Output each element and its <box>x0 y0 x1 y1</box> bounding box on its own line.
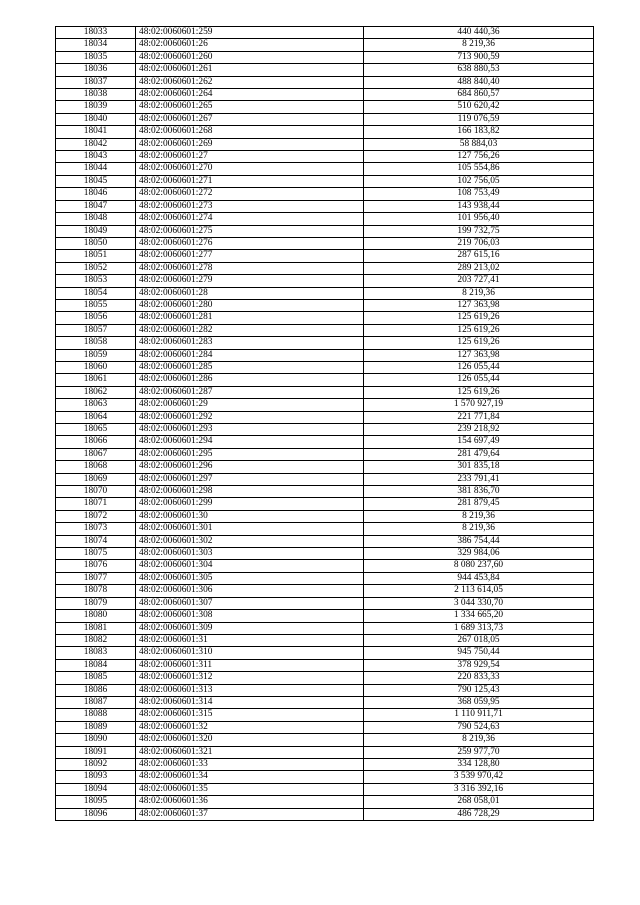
table-row <box>56 113 594 125</box>
cadastral-number-cell: 48:02:0060601:311 <box>136 659 364 671</box>
row-number-cell: 18068 <box>56 461 136 473</box>
cadastral-number-cell: 48:02:0060601:285 <box>136 361 364 373</box>
row-number-cell: 18092 <box>56 758 136 770</box>
cadastral-value-cell: 143 938,44 <box>364 200 594 212</box>
row-number-cell: 18074 <box>56 535 136 547</box>
table-row <box>56 361 594 373</box>
table-row <box>56 796 594 808</box>
cadastral-number-cell: 48:02:0060601:315 <box>136 709 364 721</box>
table-row <box>56 610 594 622</box>
cadastral-value-cell: 219 706,03 <box>364 237 594 249</box>
cadastral-value-cell: 281 479,64 <box>364 448 594 460</box>
table-row <box>56 299 594 311</box>
cadastral-value-cell: 267 018,05 <box>364 634 594 646</box>
cadastral-value-cell: 108 753,49 <box>364 188 594 200</box>
cadastral-value-cell: 945 750,44 <box>364 647 594 659</box>
cadastral-value-cell: 8 080 237,60 <box>364 560 594 572</box>
row-number-cell: 18071 <box>56 498 136 510</box>
table-row <box>56 237 594 249</box>
row-number-cell: 18086 <box>56 684 136 696</box>
table-row <box>56 672 594 684</box>
table-row <box>56 684 594 696</box>
table-row <box>56 461 594 473</box>
table-row <box>56 746 594 758</box>
row-number-cell: 18087 <box>56 696 136 708</box>
cadastral-number-cell: 48:02:0060601:305 <box>136 572 364 584</box>
cadastral-value-cell: 381 836,70 <box>364 486 594 498</box>
table-row <box>56 758 594 770</box>
cadastral-number-cell: 48:02:0060601:280 <box>136 299 364 311</box>
table-row <box>56 51 594 63</box>
cadastral-number-cell: 48:02:0060601:308 <box>136 610 364 622</box>
table-row <box>56 709 594 721</box>
row-number-cell: 18048 <box>56 213 136 225</box>
cadastral-number-cell: 48:02:0060601:36 <box>136 796 364 808</box>
cadastral-value-cell: 368 059,95 <box>364 696 594 708</box>
cadastral-number-cell: 48:02:0060601:34 <box>136 771 364 783</box>
cadastral-number-cell: 48:02:0060601:296 <box>136 461 364 473</box>
table-row <box>56 597 594 609</box>
table-row <box>56 126 594 138</box>
row-number-cell: 18067 <box>56 448 136 460</box>
cadastral-value-cell: 127 363,98 <box>364 349 594 361</box>
cadastral-value-cell: 2 113 614,05 <box>364 585 594 597</box>
table-row <box>56 64 594 76</box>
table-row <box>56 138 594 150</box>
cadastral-number-cell: 48:02:0060601:270 <box>136 163 364 175</box>
cadastral-value-cell: 8 219,36 <box>364 510 594 522</box>
cadastral-value-cell: 8 219,36 <box>364 734 594 746</box>
cadastral-number-cell: 48:02:0060601:304 <box>136 560 364 572</box>
row-number-cell: 18095 <box>56 796 136 808</box>
cadastral-number-cell: 48:02:0060601:30 <box>136 510 364 522</box>
cadastral-number-cell: 48:02:0060601:282 <box>136 324 364 336</box>
row-number-cell: 18037 <box>56 76 136 88</box>
row-number-cell: 18079 <box>56 597 136 609</box>
cadastral-number-cell: 48:02:0060601:298 <box>136 486 364 498</box>
table-row <box>56 213 594 225</box>
table-row <box>56 386 594 398</box>
cadastral-value-cell: 334 128,80 <box>364 758 594 770</box>
table-row <box>56 262 594 274</box>
table-row <box>56 585 594 597</box>
cadastral-number-cell: 48:02:0060601:295 <box>136 448 364 460</box>
row-number-cell: 18081 <box>56 622 136 634</box>
row-number-cell: 18040 <box>56 113 136 125</box>
cadastral-number-cell: 48:02:0060601:312 <box>136 672 364 684</box>
cadastral-value-cell: 301 835,18 <box>364 461 594 473</box>
cadastral-number-cell: 48:02:0060601:309 <box>136 622 364 634</box>
table-row <box>56 548 594 560</box>
row-number-cell: 18072 <box>56 510 136 522</box>
row-number-cell: 18041 <box>56 126 136 138</box>
table-row <box>56 324 594 336</box>
table-row <box>56 411 594 423</box>
row-number-cell: 18066 <box>56 436 136 448</box>
cadastral-value-cell: 3 044 330,70 <box>364 597 594 609</box>
row-number-cell: 18060 <box>56 361 136 373</box>
cadastral-value-cell: 510 620,42 <box>364 101 594 113</box>
cadastral-value-cell: 102 756,05 <box>364 175 594 187</box>
cadastral-number-cell: 48:02:0060601:299 <box>136 498 364 510</box>
row-number-cell: 18052 <box>56 262 136 274</box>
table-row <box>56 349 594 361</box>
row-number-cell: 18084 <box>56 659 136 671</box>
cadastral-value-cell: 233 791,41 <box>364 473 594 485</box>
cadastral-value-cell: 126 055,44 <box>364 361 594 373</box>
cadastral-value-cell: 127 363,98 <box>364 299 594 311</box>
cadastral-number-cell: 48:02:0060601:306 <box>136 585 364 597</box>
cadastral-value-cell: 199 732,75 <box>364 225 594 237</box>
cadastral-value-cell: 125 619,26 <box>364 386 594 398</box>
row-number-cell: 18053 <box>56 275 136 287</box>
cadastral-value-cell: 1 110 911,71 <box>364 709 594 721</box>
cadastral-number-cell: 48:02:0060601:32 <box>136 721 364 733</box>
table-row <box>56 250 594 262</box>
cadastral-value-cell: 3 316 392,16 <box>364 783 594 795</box>
row-number-cell: 18038 <box>56 89 136 101</box>
row-number-cell: 18065 <box>56 424 136 436</box>
cadastral-number-cell: 48:02:0060601:287 <box>136 386 364 398</box>
row-number-cell: 18089 <box>56 721 136 733</box>
table-row <box>56 647 594 659</box>
row-number-cell: 18091 <box>56 746 136 758</box>
cadastral-number-cell: 48:02:0060601:264 <box>136 89 364 101</box>
cadastral-number-cell: 48:02:0060601:321 <box>136 746 364 758</box>
table-row <box>56 721 594 733</box>
cadastral-number-cell: 48:02:0060601:283 <box>136 337 364 349</box>
cadastral-number-cell: 48:02:0060601:272 <box>136 188 364 200</box>
cadastral-value-cell: 790 125,43 <box>364 684 594 696</box>
table-row <box>56 473 594 485</box>
row-number-cell: 18045 <box>56 175 136 187</box>
row-number-cell: 18056 <box>56 312 136 324</box>
row-number-cell: 18054 <box>56 287 136 299</box>
cadastral-number-cell: 48:02:0060601:281 <box>136 312 364 324</box>
row-number-cell: 18058 <box>56 337 136 349</box>
cadastral-number-cell: 48:02:0060601:33 <box>136 758 364 770</box>
row-number-cell: 18088 <box>56 709 136 721</box>
cadastral-number-cell: 48:02:0060601:31 <box>136 634 364 646</box>
row-number-cell: 18075 <box>56 548 136 560</box>
table-row <box>56 374 594 386</box>
cadastral-value-cell: 220 833,33 <box>364 672 594 684</box>
cadastral-value-cell: 1 689 313,73 <box>364 622 594 634</box>
table-row <box>56 39 594 51</box>
cadastral-number-cell: 48:02:0060601:313 <box>136 684 364 696</box>
cadastral-number-cell: 48:02:0060601:279 <box>136 275 364 287</box>
cadastral-number-cell: 48:02:0060601:276 <box>136 237 364 249</box>
cadastral-value-cell: 684 860,57 <box>364 89 594 101</box>
table-row <box>56 560 594 572</box>
cadastral-value-cell: 119 076,59 <box>364 113 594 125</box>
cadastral-value-cell: 166 183,82 <box>364 126 594 138</box>
cadastral-number-cell: 48:02:0060601:27 <box>136 151 364 163</box>
cadastral-value-cell: 125 619,26 <box>364 337 594 349</box>
cadastral-number-cell: 48:02:0060601:262 <box>136 76 364 88</box>
row-number-cell: 18090 <box>56 734 136 746</box>
row-number-cell: 18078 <box>56 585 136 597</box>
cadastral-value-cell: 638 880,53 <box>364 64 594 76</box>
cadastral-value-cell: 259 977,70 <box>364 746 594 758</box>
row-number-cell: 18083 <box>56 647 136 659</box>
cadastral-number-cell: 48:02:0060601:275 <box>136 225 364 237</box>
cadastral-value-cell: 287 615,16 <box>364 250 594 262</box>
cadastral-value-cell: 268 058,01 <box>364 796 594 808</box>
row-number-cell: 18080 <box>56 610 136 622</box>
row-number-cell: 18062 <box>56 386 136 398</box>
cadastral-number-cell: 48:02:0060601:26 <box>136 39 364 51</box>
row-number-cell: 18093 <box>56 771 136 783</box>
row-number-cell: 18034 <box>56 39 136 51</box>
cadastral-value-cell: 488 840,40 <box>364 76 594 88</box>
table-row <box>56 634 594 646</box>
table-row <box>56 510 594 522</box>
cadastral-value-cell: 378 929,54 <box>364 659 594 671</box>
table-row <box>56 76 594 88</box>
table-row <box>56 27 594 39</box>
cadastral-value-cell: 105 554,86 <box>364 163 594 175</box>
table-row <box>56 572 594 584</box>
row-number-cell: 18085 <box>56 672 136 684</box>
row-number-cell: 18063 <box>56 399 136 411</box>
cadastral-value-cell: 944 453,84 <box>364 572 594 584</box>
table-row <box>56 498 594 510</box>
cadastral-number-cell: 48:02:0060601:271 <box>136 175 364 187</box>
cadastral-value-table <box>55 26 594 821</box>
cadastral-number-cell: 48:02:0060601:307 <box>136 597 364 609</box>
cadastral-number-cell: 48:02:0060601:265 <box>136 101 364 113</box>
cadastral-number-cell: 48:02:0060601:261 <box>136 64 364 76</box>
cadastral-value-cell: 101 956,40 <box>364 213 594 225</box>
table-row <box>56 337 594 349</box>
row-number-cell: 18051 <box>56 250 136 262</box>
row-number-cell: 18049 <box>56 225 136 237</box>
table-row <box>56 783 594 795</box>
cadastral-number-cell: 48:02:0060601:302 <box>136 535 364 547</box>
cadastral-value-cell: 221 771,84 <box>364 411 594 423</box>
table-row <box>56 771 594 783</box>
cadastral-value-cell: 1 334 665,20 <box>364 610 594 622</box>
row-number-cell: 18033 <box>56 27 136 39</box>
row-number-cell: 18057 <box>56 324 136 336</box>
row-number-cell: 18043 <box>56 151 136 163</box>
cadastral-value-cell: 8 219,36 <box>364 523 594 535</box>
cadastral-number-cell: 48:02:0060601:274 <box>136 213 364 225</box>
row-number-cell: 18047 <box>56 200 136 212</box>
table-row <box>56 151 594 163</box>
cadastral-value-cell: 127 756,26 <box>364 151 594 163</box>
cadastral-value-cell: 3 539 970,42 <box>364 771 594 783</box>
cadastral-number-cell: 48:02:0060601:29 <box>136 399 364 411</box>
table-row <box>56 399 594 411</box>
table-row <box>56 622 594 634</box>
cadastral-value-cell: 8 219,36 <box>364 39 594 51</box>
row-number-cell: 18046 <box>56 188 136 200</box>
table-row <box>56 734 594 746</box>
cadastral-value-cell: 486 728,29 <box>364 808 594 820</box>
cadastral-value-cell: 713 900,59 <box>364 51 594 63</box>
cadastral-value-cell: 125 619,26 <box>364 324 594 336</box>
row-number-cell: 18059 <box>56 349 136 361</box>
cadastral-value-cell: 239 218,92 <box>364 424 594 436</box>
cadastral-number-cell: 48:02:0060601:35 <box>136 783 364 795</box>
cadastral-value-cell: 440 440,36 <box>364 27 594 39</box>
row-number-cell: 18069 <box>56 473 136 485</box>
row-number-cell: 18064 <box>56 411 136 423</box>
cadastral-number-cell: 48:02:0060601:37 <box>136 808 364 820</box>
cadastral-number-cell: 48:02:0060601:294 <box>136 436 364 448</box>
cadastral-number-cell: 48:02:0060601:278 <box>136 262 364 274</box>
cadastral-value-cell: 281 879,45 <box>364 498 594 510</box>
cadastral-number-cell: 48:02:0060601:268 <box>136 126 364 138</box>
table-row <box>56 275 594 287</box>
cadastral-number-cell: 48:02:0060601:320 <box>136 734 364 746</box>
cadastral-number-cell: 48:02:0060601:259 <box>136 27 364 39</box>
row-number-cell: 18042 <box>56 138 136 150</box>
cadastral-number-cell: 48:02:0060601:273 <box>136 200 364 212</box>
cadastral-value-cell: 1 570 927,19 <box>364 399 594 411</box>
cadastral-value-cell: 203 727,41 <box>364 275 594 287</box>
table-row <box>56 175 594 187</box>
cadastral-number-cell: 48:02:0060601:260 <box>136 51 364 63</box>
cadastral-number-cell: 48:02:0060601:277 <box>136 250 364 262</box>
row-number-cell: 18077 <box>56 572 136 584</box>
table-row <box>56 696 594 708</box>
cadastral-number-cell: 48:02:0060601:310 <box>136 647 364 659</box>
cadastral-value-cell: 790 524,63 <box>364 721 594 733</box>
table-row <box>56 163 594 175</box>
table-row <box>56 101 594 113</box>
cadastral-number-cell: 48:02:0060601:297 <box>136 473 364 485</box>
table-row <box>56 659 594 671</box>
table-row <box>56 523 594 535</box>
cadastral-value-cell: 289 213,02 <box>364 262 594 274</box>
table-row <box>56 287 594 299</box>
table-body <box>56 27 594 821</box>
cadastral-value-cell: 58 884,03 <box>364 138 594 150</box>
row-number-cell: 18036 <box>56 64 136 76</box>
cadastral-value-cell: 126 055,44 <box>364 374 594 386</box>
cadastral-value-cell: 154 697,49 <box>364 436 594 448</box>
cadastral-number-cell: 48:02:0060601:267 <box>136 113 364 125</box>
table-row <box>56 424 594 436</box>
row-number-cell: 18044 <box>56 163 136 175</box>
cadastral-number-cell: 48:02:0060601:303 <box>136 548 364 560</box>
row-number-cell: 18073 <box>56 523 136 535</box>
table-row <box>56 436 594 448</box>
cadastral-number-cell: 48:02:0060601:286 <box>136 374 364 386</box>
cadastral-value-cell: 125 619,26 <box>364 312 594 324</box>
cadastral-number-cell: 48:02:0060601:293 <box>136 424 364 436</box>
table-row <box>56 225 594 237</box>
row-number-cell: 18070 <box>56 486 136 498</box>
row-number-cell: 18076 <box>56 560 136 572</box>
row-number-cell: 18039 <box>56 101 136 113</box>
row-number-cell: 18055 <box>56 299 136 311</box>
cadastral-value-cell: 8 219,36 <box>364 287 594 299</box>
row-number-cell: 18082 <box>56 634 136 646</box>
table-row <box>56 188 594 200</box>
table-row <box>56 535 594 547</box>
row-number-cell: 18050 <box>56 237 136 249</box>
row-number-cell: 18096 <box>56 808 136 820</box>
table-row <box>56 808 594 820</box>
row-number-cell: 18061 <box>56 374 136 386</box>
table-row <box>56 200 594 212</box>
cadastral-number-cell: 48:02:0060601:301 <box>136 523 364 535</box>
cadastral-value-cell: 329 984,06 <box>364 548 594 560</box>
table-row <box>56 448 594 460</box>
cadastral-number-cell: 48:02:0060601:269 <box>136 138 364 150</box>
cadastral-value-cell: 386 754,44 <box>364 535 594 547</box>
table-row <box>56 89 594 101</box>
cadastral-number-cell: 48:02:0060601:314 <box>136 696 364 708</box>
cadastral-number-cell: 48:02:0060601:284 <box>136 349 364 361</box>
row-number-cell: 18035 <box>56 51 136 63</box>
cadastral-number-cell: 48:02:0060601:28 <box>136 287 364 299</box>
cadastral-number-cell: 48:02:0060601:292 <box>136 411 364 423</box>
row-number-cell: 18094 <box>56 783 136 795</box>
table-row <box>56 312 594 324</box>
table-row <box>56 486 594 498</box>
